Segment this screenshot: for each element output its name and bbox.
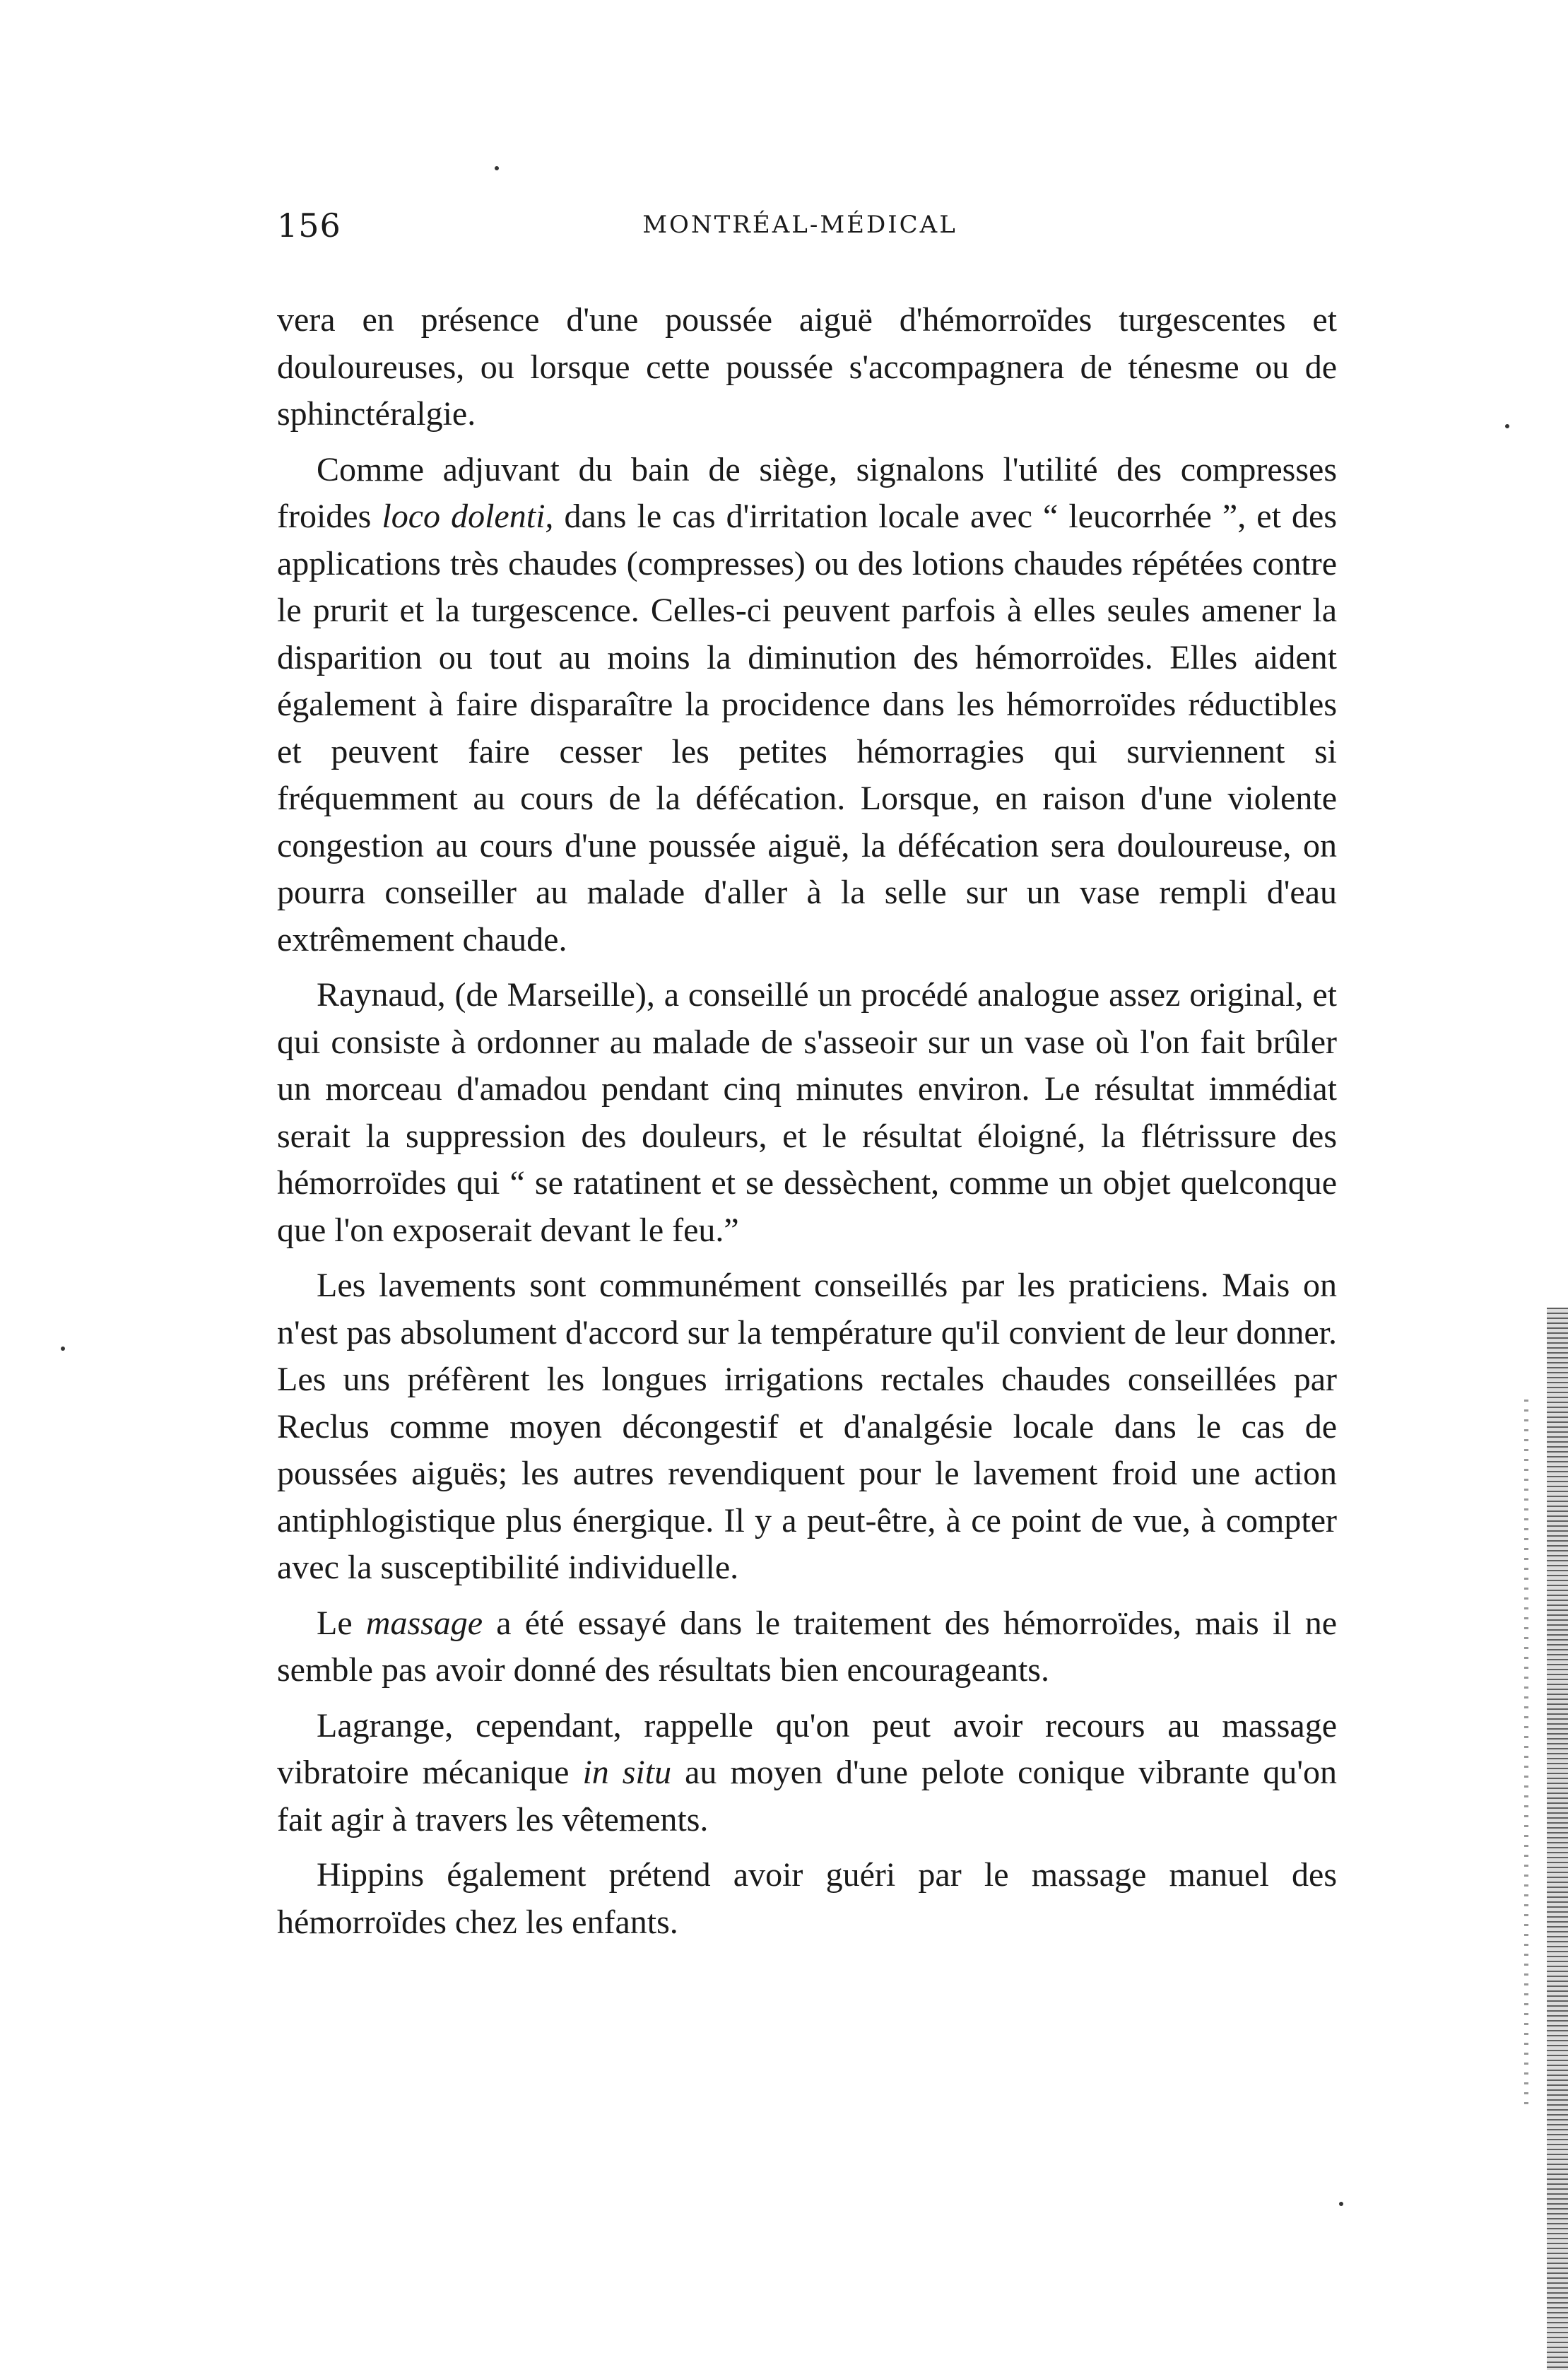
italic-term: massage xyxy=(365,1604,483,1642)
italic-term: loco dolenti, xyxy=(382,498,554,535)
scan-speck xyxy=(61,1347,65,1351)
body-text xyxy=(277,297,1337,1954)
page-number: 156 xyxy=(277,206,341,245)
scan-edge-artifact xyxy=(1524,1400,1528,2106)
paragraph: Hippins également prétend avoir guéri par le massage manuel des hémorroïdes chez les enfants. xyxy=(277,1856,1337,1941)
scan-speck xyxy=(1339,2202,1343,2206)
paragraph: vera en présence d'une poussée aiguë d'hémorroïdes turgescentes et douloureuses, ou lorsque cette poussée s'accompagnera de ténesme ou de sphinctéralgie. xyxy=(277,301,1337,433)
paragraph: Raynaud, (de Marseille), a conseillé un procédé analogue assez original, et qui consiste à ordonner au malade de s'asseoir sur un vase où l'on fait brûler un morceau d'amadou pendant cinq minutes environ. Le résultat immédiat serait la suppression des douleurs, et le résultat éloigné, la flétrissure des hémorroïdes qui “ se ratatinent et se dessèchent, comme un objet quelconque que l'on exposerait devant le feu.” xyxy=(277,976,1337,1249)
scan-speck xyxy=(495,166,499,170)
scan-speck xyxy=(1505,424,1509,428)
paragraph: Le massage a été essayé dans le traitement des hémorroïdes, mais il ne semble pas avoir donné des résultats bien encourageants. xyxy=(277,1604,1338,1689)
paragraph: Les lavements sont communément conseillés par les praticiens. Mais on n'est pas absolument d'accord sur la température qu'il convient de leur donner. Les uns préfèrent les longues irrigations rectales chaudes conseillées par Reclus comme moyen décongestif et d'analgésie locale dans le cas de poussées aiguës; les autres revendiquent pour le lavement froid une action antiphlogistique plus énergique. Il y a peut-être, à ce point de vue, à compter avec la susceptibilité individuelle. xyxy=(277,1267,1337,1586)
running-head: MONTRÉAL-MÉDICAL xyxy=(642,211,957,239)
scan-edge-artifact xyxy=(1547,1308,1568,2370)
italic-term: in situ xyxy=(582,1754,672,1791)
page-header xyxy=(277,206,1323,256)
paragraph: Lagrange, cependant, rappelle qu'on peut avoir recours au massage vibratoire mécanique in situ au moyen d'une pelote conique vibrante qu'on fait agir à travers les vêtements. xyxy=(277,1706,1337,1838)
paragraph: Comme adjuvant du bain de siège, signalons l'utilité des compresses froides loco dolenti, dans le cas d'irritation locale avec “ leucorrhée ”, et des applications très chaudes (compresses) ou des lotions chaudes répétées contre le prurit et la turgescence. Celles-ci peuvent parfois à elles seules amener la disparition ou tout au moins la diminution des hémorroïdes. Elles aident également à faire disparaître la procidence dans les hémorroïdes réductibles et peuvent faire cesser les petites hémorragies qui surviennent si fréquemment au cours de la défécation. Lorsque, en raison d'une violente congestion au cours d'une poussée aiguë, la défécation sera douloureuse, on pourra conseiller au malade d'aller à la selle sur un vase rempli d'eau extrêmement chaude. xyxy=(277,450,1337,958)
